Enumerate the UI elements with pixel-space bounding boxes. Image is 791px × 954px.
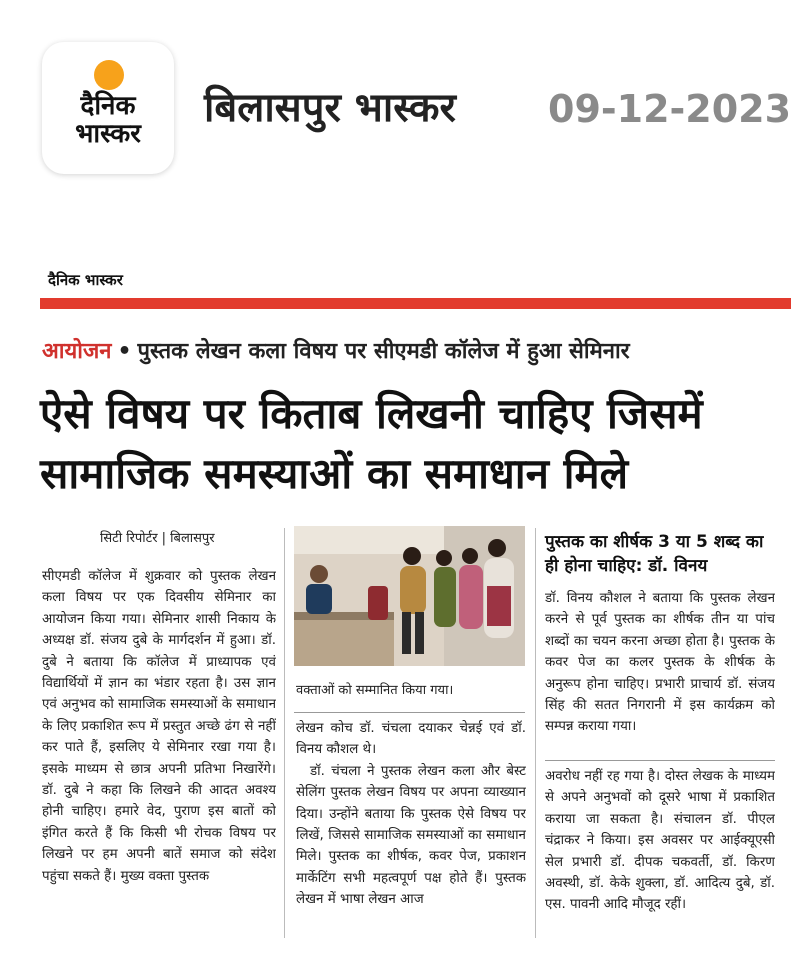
article-column-2 xyxy=(296,718,526,938)
app-logo xyxy=(42,42,174,174)
column-2-text: डॉ. चंचला ने पुस्तक लेखन कला और बेस्ट सेलिंग पुस्तक लेखन विषय पर अपना व्याख्यान दिया। उन्होंने बताया कि पुस्तक ऐसे विषय पर लिखें, जिससे सामाजिक समस्याओं का समाधान मिले। पुस्तक का शीर्षक, कवर पेज, प्रकाशन मार्केटिंग सभी महत्वपूर्ण पक्ष होते हैं। पुस्तक लेखन में भाषा लेखन आज xyxy=(296,763,526,908)
event-photo xyxy=(294,526,525,666)
column-divider xyxy=(284,528,285,938)
logo-line-2: भास्कर xyxy=(75,119,141,149)
kicker-label: आयोजन xyxy=(42,339,112,364)
headline-line-2: सामाजिक समस्याओं का समाधान मिले xyxy=(40,449,629,498)
photo-caption: वक्ताओं को सम्मानित किया गया। xyxy=(296,683,454,698)
sidebar-text: डॉ. विनय कौशल ने बताया कि पुस्तक लेखन करने से पूर्व पुस्तक का शीर्षक तीन या पांच शब्दों का चयन करना अच्छा होता है। पुस्तक के कवर पेज का कलर पुस्तक के शीर्षक के अनुरूप होना चाहिए। प्रभारी प्राचार्य डॉ. संजय सिंह की सतत निगरानी में इस कार्यक्रम को सम्पन्न कराया गया। xyxy=(545,591,775,735)
article-headline xyxy=(40,384,791,504)
newspaper-masthead: दैनिक भास्कर xyxy=(48,271,123,289)
edition-title: बिलासपुर भास्कर xyxy=(204,85,456,131)
column-divider-2 xyxy=(535,528,536,938)
kicker-text: पुस्तक लेखन कला विषय पर सीएमडी कॉलेज में हुआ सेमिनार xyxy=(137,339,630,364)
logo-line-1: दैनिक xyxy=(80,91,136,121)
column-2-lead: लेखन कोच डॉ. चंचला दयाकर चेन्नई एवं डॉ. विनय कौशल थे। xyxy=(296,721,526,758)
masthead-rule xyxy=(40,298,791,309)
kicker-separator: • xyxy=(117,339,132,364)
sun-icon xyxy=(94,60,124,90)
logo-wordmark xyxy=(42,92,174,148)
headline-line-1: ऐसे विषय पर किताब लिखनी चाहिए जिसमें xyxy=(40,389,703,438)
sidebar-box xyxy=(545,588,775,760)
article-byline: सिटी रिपोर्टर | बिलासपुर xyxy=(100,531,215,546)
edition-date: 09-12-2023 xyxy=(548,87,791,131)
caption-divider xyxy=(294,712,525,713)
sidebar-heading: पुस्तक का शीर्षक 3 या 5 शब्द का ही होना चाहिए: डॉ. विनय xyxy=(545,532,764,576)
article-kicker xyxy=(42,338,630,366)
article-column-3 xyxy=(545,766,775,938)
article-column-1 xyxy=(42,566,276,938)
sidebar-divider xyxy=(545,760,775,761)
column-3-text: अवरोध नहीं रह गया है। दोस्त लेखक के माध्यम से अपने अनुभवों को दूसरे भाषा में प्रकाशित कराया जा सकता है। संचालन डॉ. पीएल चंद्राकर ने किया। इस अवसर पर आईक्यूएसी सेल प्रभारी डॉ. दीपक चकवर्ती, डॉ. किरण अवस्थी, डॉ. केके शुक्ला, डॉ. आदित्य दुबे, डॉ. एस. पावनी आदि मौजूद रहीं। xyxy=(545,769,775,913)
column-1-text: सीएमडी कॉलेज में शुक्रवार को पुस्तक लेखन कला विषय पर एक दिवसीय सेमिनार का आयोजन किया गया। सेमिनार शासी निकाय के अध्यक्ष डॉ. संजय दुबे के मार्गदर्शन में हुआ। डॉ. दुबे ने बताया कि कॉलेज में प्राध्यापक एवं विद्यार्थियों में ज्ञान का भंडार रहता है। उस ज्ञान एवं अनुभव को सामाजिक समस्याओं के समाधान के लिए प्रकाशित रूप में प्रस्तुत अच्छे ढंग से नहीं कर पाते हैं, इसलिए ये सेमिनार रखा गया है। इसके माध्यम से छात्र अपनी प्रतिभा निखारेंगे। डॉ. दुबे ने कहा कि लिखने की आदत अवश्य होनी चाहिए। हमारे वेद, पुराण इस बातों को इंगित करते हैं कि किसी भी रोचक विषय पर लिखने पर हम अपनी बातें समाज को संदेश पहुंचा सकते हैं। मुख्य वक्ता पुस्तक xyxy=(42,569,276,884)
